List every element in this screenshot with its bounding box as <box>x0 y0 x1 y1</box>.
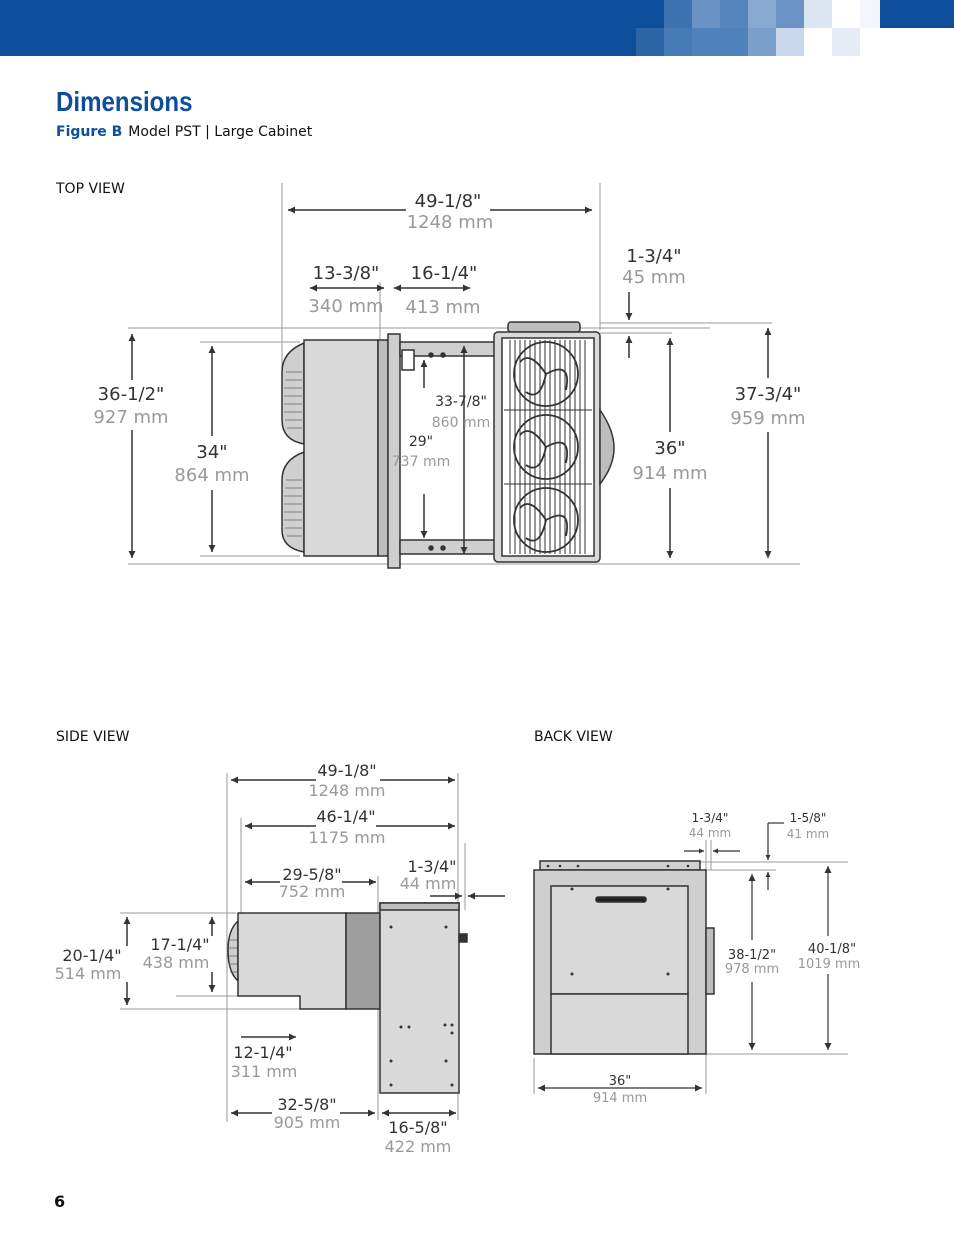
side-dim-height: 20-1/4" <box>62 946 122 965</box>
page-title: Dimensions <box>56 86 193 117</box>
back-grab-handle <box>596 897 646 902</box>
side-view-label: SIDE VIEW <box>56 729 130 745</box>
side-dim-body: 46-1/4" <box>316 807 376 826</box>
side-dim-condenser-mm: 752 mm <box>278 882 346 901</box>
back-top-lid <box>540 861 700 870</box>
top-dim-evap-height-mm: 914 mm <box>632 463 708 484</box>
top-dim-opening-mm: 737 mm <box>391 454 451 470</box>
top-dim-overall-width: 49-1/8" <box>414 191 482 212</box>
side-condenser-body <box>238 913 346 1009</box>
top-view-dimension-text <box>93 191 805 486</box>
side-dim-step-mm: 311 mm <box>230 1062 298 1081</box>
page-number: 6 <box>54 1192 66 1211</box>
side-evaporator-body <box>380 903 459 1093</box>
figure-label: Figure B <box>56 124 123 140</box>
top-coil-lower <box>282 452 304 552</box>
side-dim-condenser-height: 17-1/4" <box>150 935 210 954</box>
top-dim-evap-height: 36" <box>654 438 686 459</box>
figure-caption-text: Model PST | Large Cabinet <box>128 124 313 140</box>
top-dim-condenser-height: 36-1/2" <box>97 384 165 405</box>
side-dim-outside-mm: 905 mm <box>273 1113 341 1132</box>
top-coil-upper <box>282 343 304 444</box>
side-dim-body-mm: 1175 mm <box>308 828 386 847</box>
back-dim-housing-height: 38-1/2" <box>727 948 777 963</box>
top-dim-body-height-mm: 864 mm <box>174 465 250 486</box>
top-dim-lid-offset-mm: 45 mm <box>622 267 686 288</box>
side-dim-step: 12-1/4" <box>233 1043 293 1062</box>
back-dim-lid-offset-mm: 44 mm <box>688 826 732 840</box>
back-dim-lid-height: 1-5/8" <box>789 811 827 825</box>
side-mount-block <box>346 913 380 1009</box>
top-dim-rail-span: 33-7/8" <box>435 394 487 410</box>
top-evaporator-lid <box>508 322 580 332</box>
side-dim-height-mm: 514 mm <box>54 964 122 983</box>
back-view-unit <box>534 861 714 1054</box>
top-dim-overall-height: 37-3/4" <box>734 384 802 405</box>
top-dim-wall-span: 16-1/4" <box>410 263 478 284</box>
side-dim-overall: 49-1/8" <box>317 761 377 780</box>
back-dim-housing-height-mm: 978 mm <box>724 962 780 977</box>
side-dim-offset: 1-3/4" <box>407 857 457 876</box>
top-view-label: TOP VIEW <box>56 181 125 197</box>
back-dim-overall-height-mm: 1019 mm <box>797 957 861 972</box>
back-dim-overall-height: 40-1/8" <box>807 942 857 957</box>
top-handle <box>600 410 614 484</box>
top-dim-overall-width-mm: 1248 mm <box>406 212 494 233</box>
back-dim-width: 36" <box>608 1074 632 1089</box>
top-dim-body-height: 34" <box>196 442 228 463</box>
side-dim-condenser-height-mm: 438 mm <box>142 953 210 972</box>
top-dim-rail-span-mm: 860 mm <box>431 415 491 431</box>
back-dim-lid-offset: 1-3/4" <box>691 811 729 825</box>
side-dim-inside-mm: 422 mm <box>384 1137 452 1156</box>
back-dim-width-mm: 914 mm <box>592 1091 648 1106</box>
top-dim-condenser-depth-mm: 340 mm <box>308 296 384 317</box>
side-dim-offset-mm: 44 mm <box>399 874 457 893</box>
top-dim-condenser-height-mm: 927 mm <box>93 407 169 428</box>
back-dim-lid-height-mm: 41 mm <box>786 827 830 841</box>
top-dim-lid-offset: 1-3/4" <box>626 246 682 267</box>
side-dim-inside: 16-5/8" <box>388 1118 448 1137</box>
side-dim-outside: 32-5/8" <box>277 1095 337 1114</box>
side-dim-condenser: 29-5/8" <box>282 865 342 884</box>
top-condenser-body <box>304 340 378 556</box>
top-dim-wall-span-mm: 413 mm <box>405 297 481 318</box>
top-dim-overall-height-mm: 959 mm <box>730 408 806 429</box>
top-dim-condenser-depth: 13-3/8" <box>312 263 380 284</box>
side-dim-overall-mm: 1248 mm <box>308 781 386 800</box>
top-dim-opening: 29" <box>408 434 434 450</box>
top-mounting-flange <box>388 334 400 568</box>
back-view-label: BACK VIEW <box>534 729 613 745</box>
